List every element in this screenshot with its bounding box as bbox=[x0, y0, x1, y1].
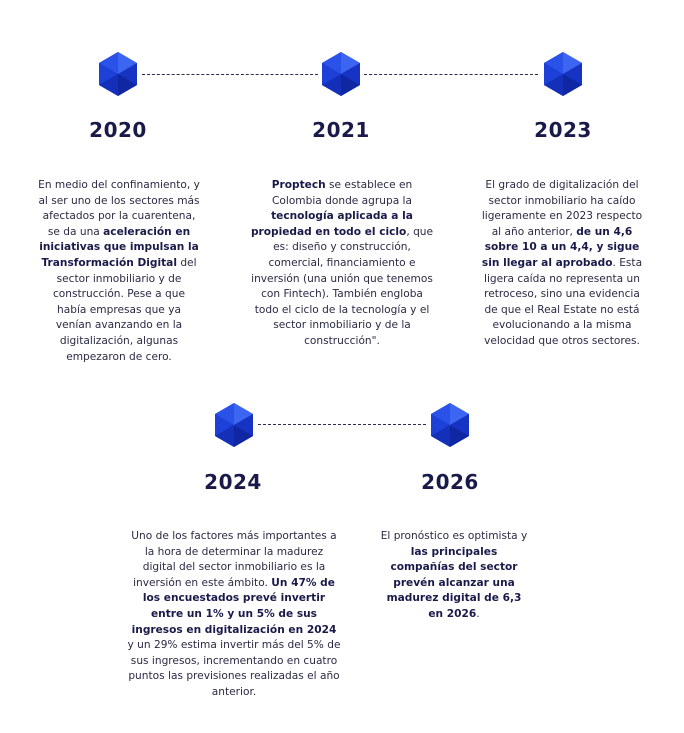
timeline-year: 2023 bbox=[534, 118, 592, 142]
body-text: . Esta ligera caída no representa un retroceso, sino una evidencia de que el Real Estate no está evolucionando a la misma velocidad que otros sectores. bbox=[484, 256, 643, 347]
timeline-connector bbox=[258, 424, 426, 425]
hexagon-icon bbox=[95, 51, 141, 97]
body-text: . bbox=[476, 607, 480, 620]
hexagon-icon bbox=[318, 51, 364, 97]
highlight-text: de un 4,6 sobre 10 a un 4,4, y sigue sin llegar al aprobado bbox=[481, 225, 640, 269]
body-text: del sector inmobiliario y de construcción. Pese a que había empresas que ya venían avanzando en la digitalización, algunas empezaron de cero. bbox=[52, 256, 197, 363]
highlight-text: Un 47% de los encuestados prevé invertir entre un 1% y un 5% de sus ingresos en digitalización en 2024 bbox=[131, 576, 337, 636]
body-text: , que es: diseño y construcción, comercial, financiamiento e inversión (una unión que tenemos con Fintech). También engloba todo el ciclo de la tecnología y el sector inmobiliario y de la construcción". bbox=[251, 225, 434, 347]
timeline-year: 2024 bbox=[204, 470, 262, 494]
timeline-description bbox=[127, 529, 341, 701]
body-text: En medio del confinamiento, y al ser uno de los sectores más afectados por la cuarentena, se da una bbox=[38, 179, 200, 238]
body-text: se establece en Colombia donde agrupa la bbox=[272, 179, 413, 207]
timeline-year: 2026 bbox=[421, 470, 479, 494]
body-text: El pronóstico es optimista y bbox=[380, 530, 528, 542]
highlight-text: tecnología aplicada a la propiedad en todo el ciclo bbox=[250, 210, 413, 238]
highlight-text: Proptech bbox=[271, 179, 326, 191]
timeline-connector bbox=[142, 74, 318, 75]
timeline-description bbox=[480, 178, 644, 350]
body-text: y un 29% estima invertir más del 5% de sus ingresos, incrementando en cuatro puntos las previsiones realizadas el año anterior. bbox=[127, 639, 341, 698]
hexagon-icon bbox=[211, 402, 257, 448]
timeline-description bbox=[380, 529, 528, 623]
body-text: El grado de digitalización del sector inmobiliario ha caído ligeramente en 2023 respecto al año anterior, bbox=[481, 179, 643, 238]
body-text: Uno de los factores más importantes a la hora de determinar la madurez digital del sector inmobiliario es la inversión en este ámbito. bbox=[131, 530, 337, 589]
hexagon-icon bbox=[540, 51, 586, 97]
timeline-year: 2020 bbox=[89, 118, 147, 142]
highlight-text: aceleración en iniciativas que impulsan la Transformación Digital bbox=[39, 225, 199, 269]
timeline-connector bbox=[364, 74, 538, 75]
timeline-year: 2021 bbox=[312, 118, 370, 142]
highlight-text: las principales compañías del sector prevén alcanzar una madurez digital de 6,3 en 2026 bbox=[386, 545, 522, 620]
timeline-description bbox=[38, 178, 200, 365]
timeline-description bbox=[250, 178, 434, 350]
hexagon-icon bbox=[427, 402, 473, 448]
